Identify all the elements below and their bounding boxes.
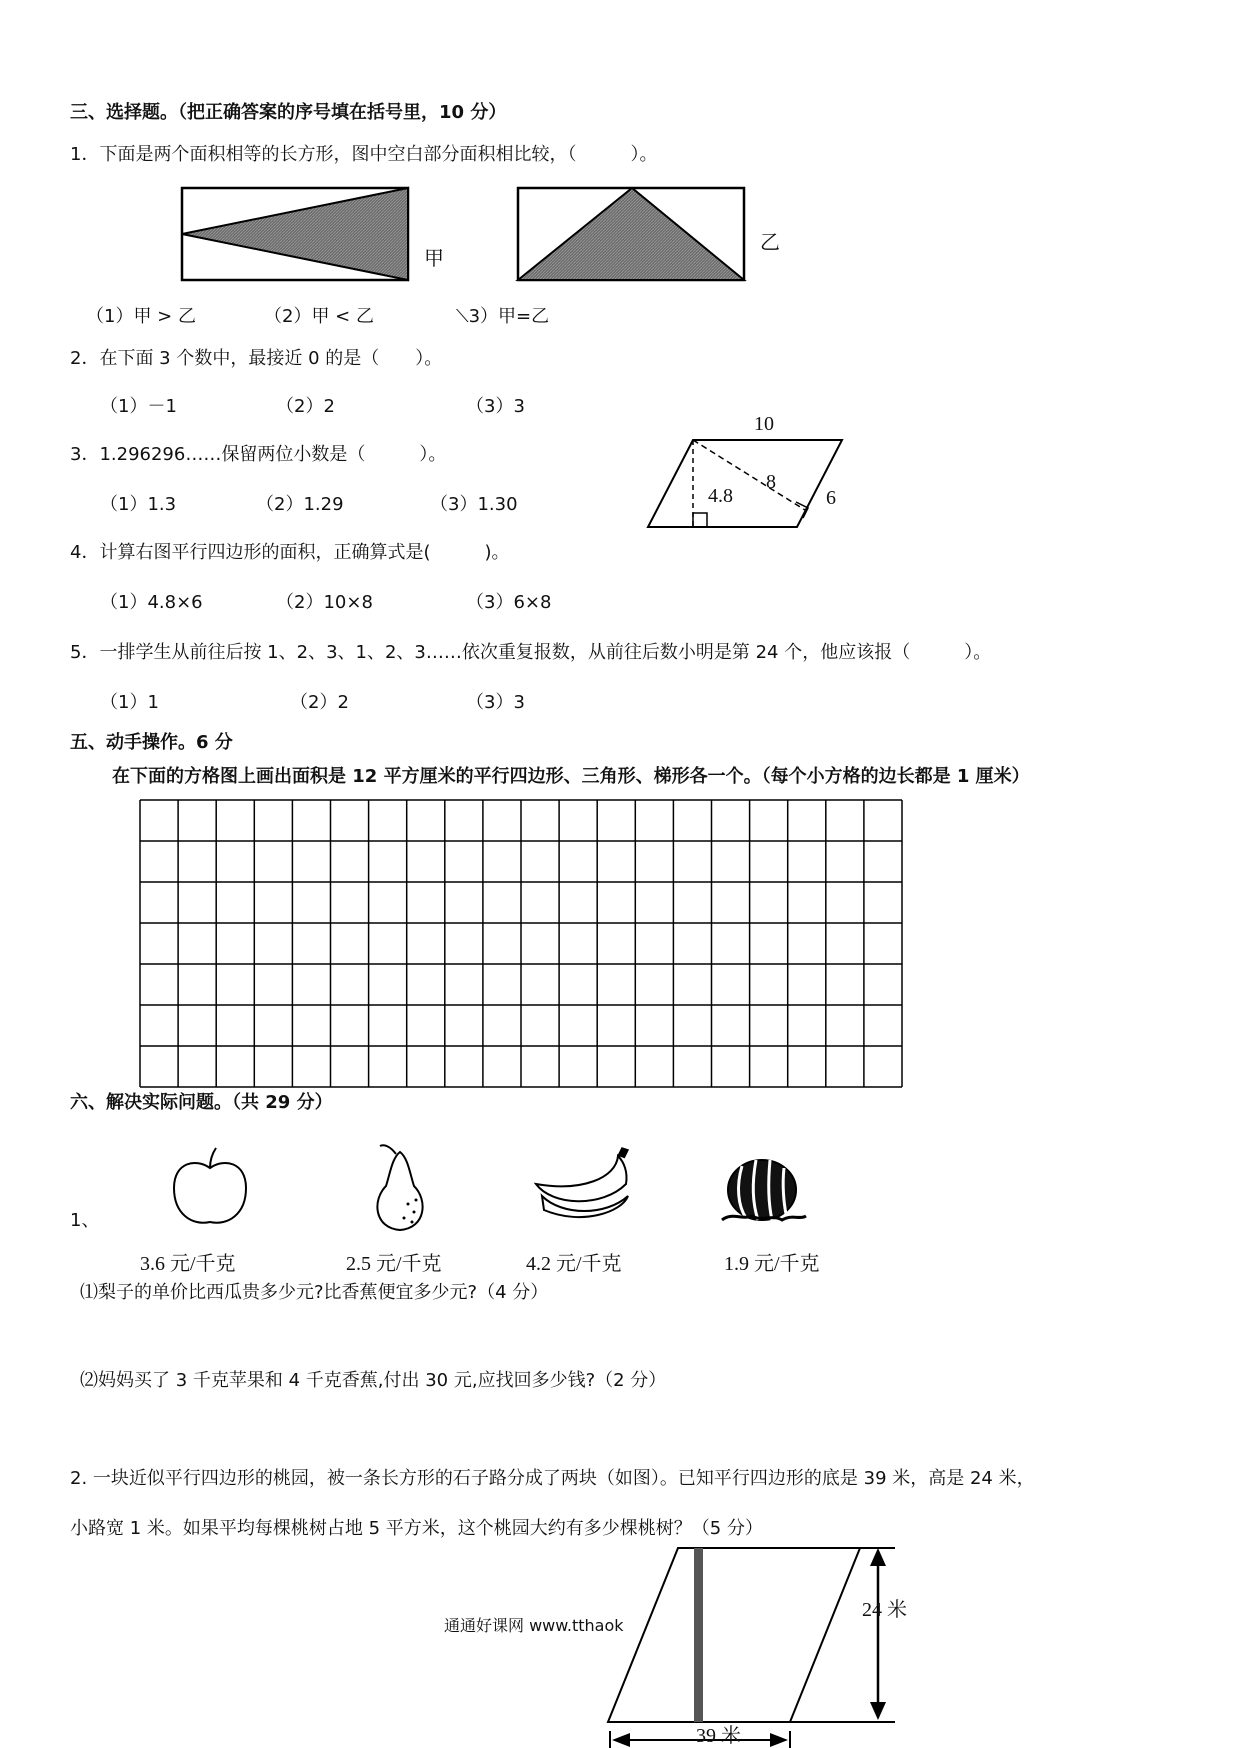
q2-text: 2．在下面 3 个数中，最接近 0 的是（ ）。 [70,348,443,369]
q6-1-label: 1、 [70,1210,100,1231]
q1-option-1: （1）甲 > 乙 [86,306,196,327]
q1-option-2: （2）甲 < 乙 [264,306,374,327]
parallelogram-height-label: 4.8 [708,485,733,507]
parallelogram-side-label: 6 [826,487,836,509]
orchard-figure [608,1548,895,1748]
q4-option-1: （1）4.8×6 [100,592,203,613]
parallelogram-figure [648,440,842,527]
q4-option-3: （3）6×8 [466,592,552,613]
fruit-price-banana: 4.2 元/千克 [526,1253,622,1275]
label-yi: 乙 [760,230,780,254]
q3-option-1: （1）1.3 [100,494,177,515]
q3-option-2: （2）1.29 [256,494,344,515]
section5-instruction: 在下面的方格图上画出面积是 12 平方厘米的平行四边形、三角形、梯形各一个。（每个小方格的边长都是 1 厘米） [112,766,1030,787]
fruit-price-watermelon: 1.9 元/千克 [724,1253,820,1275]
orchard-base-label: 39 米 [696,1725,741,1747]
q5-option-3: （3）3 [466,692,525,713]
q6-1-part2: ⑵妈妈买了 3 千克苹果和 4 千克香蕉,付出 30 元,应找回多少钱?（2 分） [80,1370,667,1391]
q6-1-part1: ⑴梨子的单价比西瓜贵多少元?比香蕉便宜多少元?（4 分） [80,1282,549,1303]
fruit-price-pear: 2.5 元/千克 [346,1253,442,1275]
square-grid[interactable] [140,800,902,1087]
q5-option-1: （1）1 [100,692,159,713]
parallelogram-top-label: 10 [754,413,774,435]
q1-option-3: ⟍3）甲=乙 [456,306,550,327]
section6-title: 六、解决实际问题。（共 29 分） [70,1092,333,1113]
q2-option-3: （3）3 [466,396,525,417]
q2-option-2: （2）2 [276,396,335,417]
rectangle-jia [182,188,408,280]
parallelogram-diag-label: 8 [766,471,776,493]
orchard-height-label: 24 米 [862,1599,907,1621]
label-jia: 甲 [424,246,444,270]
q4-text: 4．计算右图平行四边形的面积，正确算式是( )。 [70,542,510,563]
q4-option-2: （2）10×8 [276,592,373,613]
q2-option-1: （1）－1 [100,396,177,417]
q3-text: 3．1.296296……保留两位小数是（ ）。 [70,444,447,465]
fruit-price-apple: 3.6 元/千克 [140,1253,236,1275]
footer-watermark: 通通好课网 www.tthaok [444,1616,624,1635]
q5-text: 5．一排学生从前往后按 1、2、3、1、2、3……依次重复报数，从前往后数小明是第 24 个，他应该报（ ）。 [70,642,992,663]
q6-2-line2: 小路宽 1 米。如果平均每棵桃树占地 5 平方米，这个桃园大约有多少棵桃树？（5 分） [70,1518,763,1539]
section5-title: 五、动手操作。6 分 [70,732,233,753]
q5-option-2: （2）2 [290,692,349,713]
q3-option-3: （3）1.30 [430,494,518,515]
q1-text: 1．下面是两个面积相等的长方形，图中空白部分面积相比较，（ ）。 [70,144,658,165]
q6-2-line1: 2. 一块近似平行四边形的桃园，被一条长方形的石子路分成了两块（如图）。已知平行四边形的底是 39 米，高是 24 米， [70,1468,1035,1489]
rectangle-yi [518,188,744,280]
section3-title: 三、选择题。（把正确答案的序号填在括号里，10 分） [70,102,507,123]
